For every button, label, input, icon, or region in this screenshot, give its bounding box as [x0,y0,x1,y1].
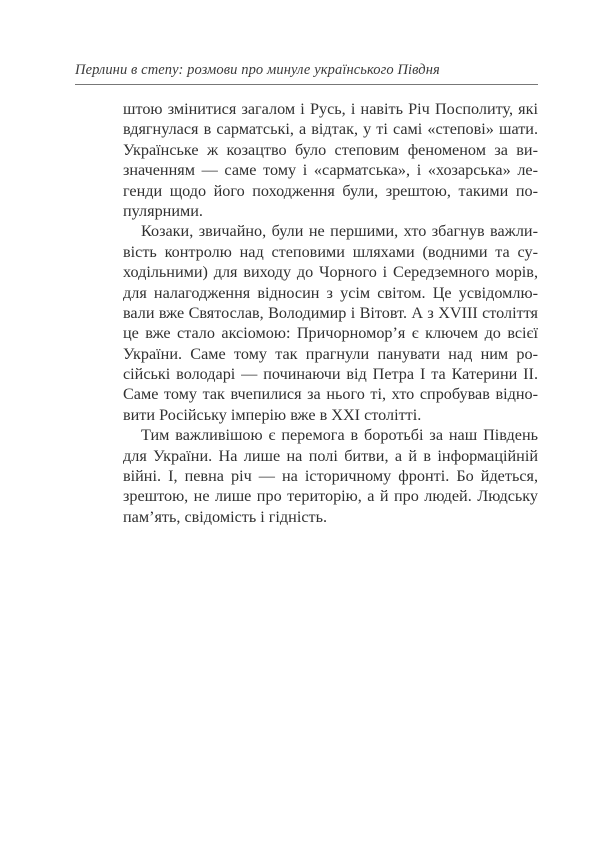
text-line: для налагодження відносин з усім світом. Це усвідомлю- [123,283,538,302]
text-line: вали вже Святослав, Володимир і Вітовт. А з XVIII століття [123,303,538,322]
text-line: Тим важливішою є перемога в боротьбі за наш Південь [141,426,538,445]
text-line: ходільними) для виходу до Чорного і Середземного морів, [123,263,538,282]
text-line: Українське ж козацтво було степовим феноменом за ви- [123,140,538,159]
text-line: зрештою, не лише про територію, а й про людей. Людську [123,487,538,506]
header-rule [75,84,538,85]
text-line: вдягнулася в сарматські, а відтак, у ті самі «степові» шати. [123,120,538,139]
text-line: штою змінитися загалом і Русь, і навіть Річ Посполиту, які [123,100,538,118]
running-head-title: Перлини в степу: розмови про минуле українського Півдня [75,62,440,78]
text-line: війні. І, певна річ — на історичному фронті. Бо йдеться, [123,467,538,486]
text-line: для України. На лише на полі битви, а й в інформаційній [123,446,538,465]
text-line: це вже стало аксіомою: Причорномор’я є ключем до всієї [123,324,538,343]
text-line: генди щодо його походження були, зрештою, такими по- [123,181,538,200]
text-line: вість контролю над степовими шляхами (водними та су- [123,242,538,261]
text-line: Козаки, звичайно, були не першими, хто збагнув важли- [141,222,538,241]
text-line: сійські володарі — починаючи від Петра I та Катерини II. [123,365,538,384]
text-line: значенням — саме тому і «сарматська», і «хозарська» ле- [123,161,538,180]
paragraph-2 [123,221,538,425]
body-text [123,99,538,527]
paragraph-3 [123,425,538,527]
text-line: вити Російську імперію вже в XXI столітті. [123,405,422,424]
text-line: Саме тому так вчепилися за нього ті, хто спробував відно- [123,385,538,404]
text-line: пам’ять, свідомість і гідність. [123,507,328,526]
text-line: України. Саме тому так прагнули панувати над ним ро- [123,344,538,363]
text-line: пулярними. [123,201,203,220]
paragraph-1 [123,99,538,221]
